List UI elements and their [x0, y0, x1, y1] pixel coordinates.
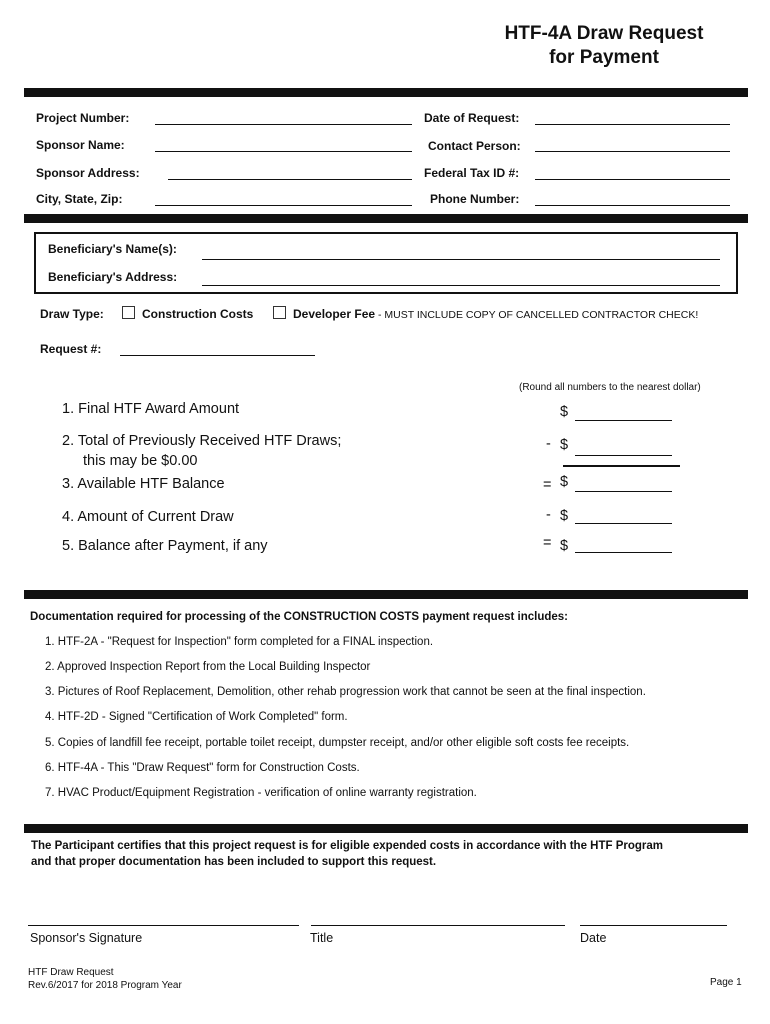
- calc-item-4-minus: -: [546, 507, 551, 523]
- title-line-2: for Payment: [549, 47, 659, 68]
- phone-number-field[interactable]: [535, 205, 730, 206]
- calc-item-4-field[interactable]: [575, 523, 672, 524]
- calc-item-2-field[interactable]: [575, 455, 672, 456]
- construction-costs-checkbox[interactable]: [122, 306, 135, 319]
- developer-fee-checkbox[interactable]: [273, 306, 286, 319]
- calc-item-3-field[interactable]: [575, 491, 672, 492]
- sponsor-address-field[interactable]: [168, 179, 412, 180]
- page-title: [474, 22, 734, 70]
- city-state-zip-field[interactable]: [155, 205, 412, 206]
- city-state-zip-label: City, State, Zip:: [36, 192, 123, 206]
- request-number-label: Request #:: [40, 342, 102, 356]
- calc-item-5-equals: =: [543, 535, 552, 551]
- date-field[interactable]: [580, 925, 727, 926]
- doc-item: 6. HTF-4A - This "Draw Request" form for Construction Costs.: [45, 762, 360, 774]
- developer-fee-note: - MUST INCLUDE COPY OF CANCELLED CONTRACTOR CHECK!: [375, 309, 699, 321]
- beneficiary-address-field[interactable]: [202, 285, 720, 286]
- contact-person-field[interactable]: [535, 151, 730, 152]
- title-label: Title: [310, 931, 334, 945]
- certification-line-2: and that proper documentation has been included to support this request.: [31, 856, 437, 868]
- developer-fee-option: [293, 307, 698, 321]
- doc-item: 2. Approved Inspection Report from the Local Building Inspector: [45, 661, 371, 673]
- divider-bar-4: [24, 824, 748, 833]
- sponsor-name-label: Sponsor Name:: [36, 138, 125, 152]
- calc-item-3-equals: =: [543, 477, 552, 493]
- doc-item: 3. Pictures of Roof Replacement, Demolition, other rehab progression work that cannot be seen at the final inspection.: [45, 686, 646, 698]
- doc-item: 1. HTF-2A - "Request for Inspection" form completed for a FINAL inspection.: [45, 636, 434, 648]
- subtotal-rule: [563, 465, 680, 467]
- request-number-field[interactable]: [120, 355, 315, 356]
- title-line-1: HTF-4A Draw Request: [504, 23, 704, 44]
- contact-person-label: Contact Person:: [428, 139, 521, 153]
- construction-costs-label: Construction Costs: [142, 307, 254, 321]
- calc-item-1-label: 1. Final HTF Award Amount: [62, 401, 240, 417]
- calc-item-2-minus: -: [546, 436, 551, 452]
- calc-item-3-label: 3. Available HTF Balance: [62, 476, 225, 492]
- calc-item-2-dollar: $: [560, 437, 569, 453]
- beneficiary-address-label: Beneficiary's Address:: [48, 270, 178, 284]
- date-of-request-field[interactable]: [535, 124, 730, 125]
- draw-type-label: Draw Type:: [40, 307, 104, 321]
- round-note: (Round all numbers to the nearest dollar): [519, 382, 701, 393]
- calc-item-1-field[interactable]: [575, 420, 672, 421]
- footer-form-name: HTF Draw Request: [28, 967, 114, 978]
- doc-item: 5. Copies of landfill fee receipt, portable toilet receipt, dumpster receipt, and/or other eligible soft costs fee receipts.: [45, 737, 630, 749]
- phone-number-label: Phone Number:: [430, 192, 520, 206]
- federal-tax-id-field[interactable]: [535, 179, 730, 180]
- divider-bar-3: [24, 590, 748, 599]
- calc-item-5-field[interactable]: [575, 552, 672, 553]
- documentation-heading: Documentation required for processing of the CONSTRUCTION COSTS payment request includes:: [30, 611, 569, 623]
- sponsor-signature-label: Sponsor's Signature: [30, 931, 143, 945]
- date-label: Date: [580, 931, 607, 945]
- footer-revision: Rev.6/2017 for 2018 Program Year: [28, 980, 182, 991]
- page-number: Page 1: [710, 977, 742, 988]
- date-of-request-label: Date of Request:: [424, 111, 520, 125]
- calc-item-5-label: 5. Balance after Payment, if any: [62, 538, 268, 554]
- project-number-label: Project Number:: [36, 111, 130, 125]
- calc-item-5-dollar: $: [560, 538, 569, 554]
- calc-item-1-dollar: $: [560, 404, 569, 420]
- calc-item-2-note: this may be $0.00: [83, 453, 198, 469]
- calc-item-2-label: 2. Total of Previously Received HTF Draws;: [62, 433, 342, 449]
- federal-tax-id-label: Federal Tax ID #:: [424, 166, 520, 180]
- calc-item-4-dollar: $: [560, 508, 569, 524]
- sponsor-address-label: Sponsor Address:: [36, 166, 140, 180]
- title-field[interactable]: [311, 925, 565, 926]
- calc-item-3-dollar: $: [560, 474, 569, 490]
- beneficiary-names-label: Beneficiary's Name(s):: [48, 242, 177, 256]
- doc-item: 7. HVAC Product/Equipment Registration - verification of online warranty registration.: [45, 787, 477, 799]
- certification-line-1: The Participant certifies that this project request is for eligible expended costs in accordance with the HTF Program: [31, 840, 664, 852]
- sponsor-signature-field[interactable]: [28, 925, 299, 926]
- beneficiary-names-field[interactable]: [202, 259, 720, 260]
- divider-bar-top: [24, 88, 748, 97]
- developer-fee-label: Developer Fee: [293, 307, 376, 321]
- divider-bar-2: [24, 214, 748, 223]
- doc-item: 4. HTF-2D - Signed "Certification of Work Completed" form.: [45, 711, 348, 723]
- sponsor-name-field[interactable]: [155, 151, 412, 152]
- calc-item-4-label: 4. Amount of Current Draw: [62, 509, 234, 525]
- project-number-field[interactable]: [155, 124, 412, 125]
